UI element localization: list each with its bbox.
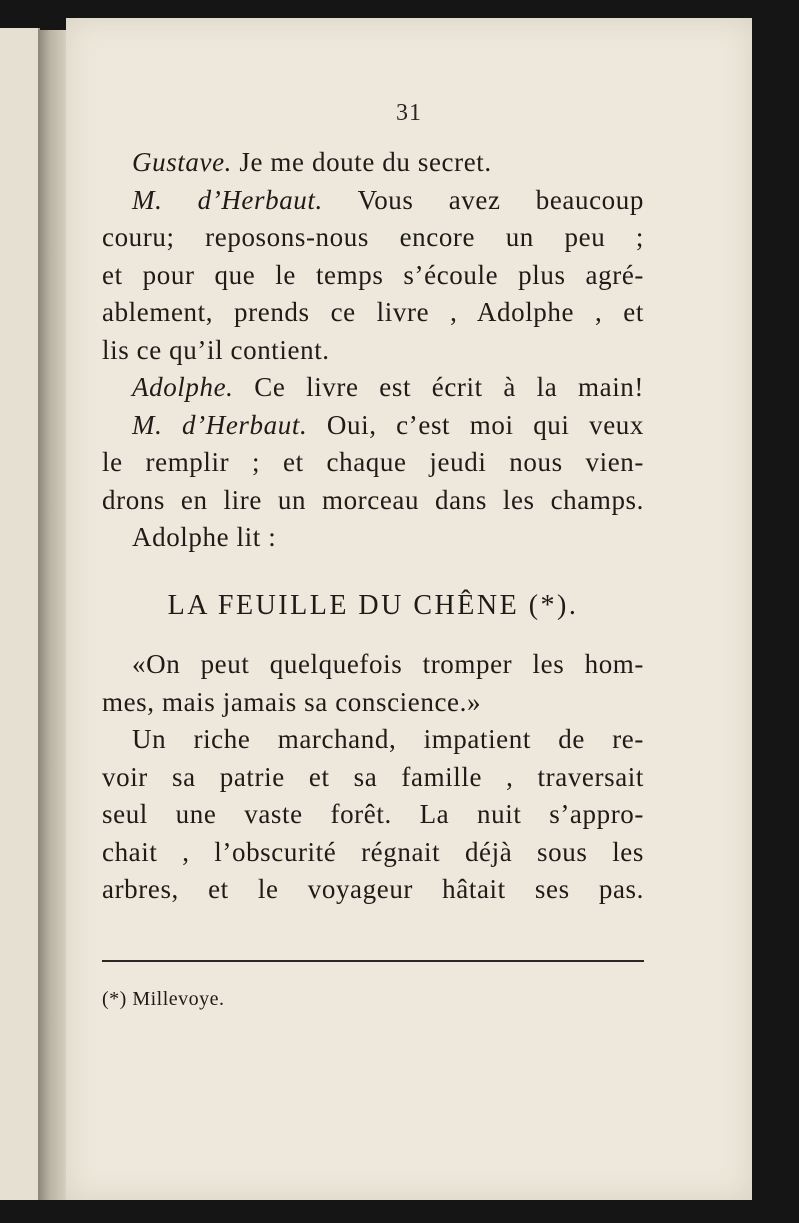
text-line: drons en lire un morceau dans les champs. <box>102 484 644 515</box>
book-gutter <box>38 30 68 1200</box>
story-line: seul une vaste forêt. La nuit s’appro- <box>102 799 644 829</box>
text-line: ablement, prends ce livre , Adolphe , et <box>102 297 644 327</box>
epigraph-line: «On peut quelquefois tromper les hom- <box>132 649 644 679</box>
story-line: chait , l’obscurité régnait déjà sous les <box>102 836 644 867</box>
text-line: M. d’Herbaut. Vous avez beaucoup <box>132 184 644 215</box>
speaker-name: Adolphe. <box>132 372 234 402</box>
text-line: le remplir ; et chaque jeudi nous vien- <box>102 447 644 477</box>
text-line: M. d’Herbaut. Oui, c’est moi qui veux <box>132 409 644 440</box>
text-line: et pour que le temps s’écoule plus agré- <box>102 259 644 290</box>
speaker-name: M. d’Herbaut. <box>132 409 308 440</box>
text-line: lis ce qu’il contient. <box>102 334 330 365</box>
story-title: LA FEUILLE DU CHÊNE (*). <box>167 589 579 621</box>
text-line: Adolphe. Ce livre est écrit à la main! <box>132 372 644 402</box>
footnote-rule <box>102 960 644 962</box>
reading-intro: Adolphe lit : <box>132 522 277 552</box>
speaker-name: M. d’Herbaut. <box>132 184 323 215</box>
book-page <box>66 18 752 1200</box>
previous-page-edge <box>0 28 40 1200</box>
story-line: arbres, et le voyageur hâtait ses pas. <box>102 874 644 904</box>
speaker-name: Gustave. <box>132 147 233 177</box>
footnote: (*) Millevoye. <box>102 988 225 1010</box>
page-number: 31 <box>396 100 422 126</box>
text-line: couru; reposons-nous encore un peu ; <box>102 222 644 252</box>
text-line: Gustave. Je me doute du secret. <box>132 147 492 177</box>
epigraph-line: mes, mais jamais sa conscience.» <box>102 686 482 717</box>
story-line: voir sa patrie et sa famille , traversait <box>102 761 644 792</box>
story-line: Un riche marchand, impatient de re- <box>132 724 644 754</box>
page-text <box>102 144 644 909</box>
